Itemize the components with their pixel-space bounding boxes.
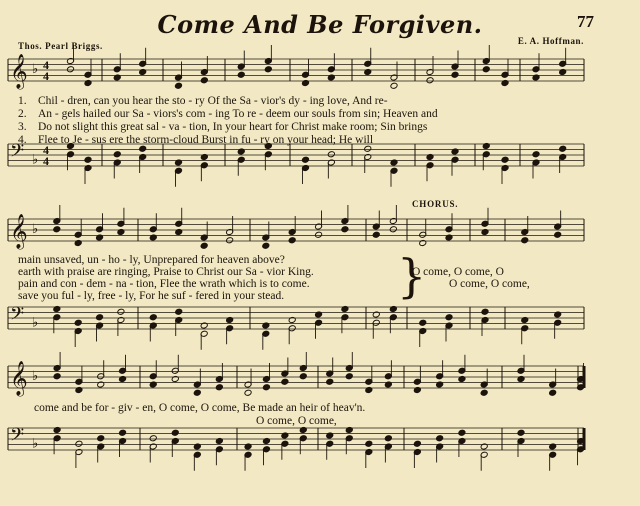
note-head [149,381,157,388]
note-head [262,322,270,329]
note-head [327,74,335,81]
note-head [53,373,61,380]
note-head [315,311,323,318]
note-head [262,384,270,391]
note-head [549,443,557,450]
time-signature-top: 4 [43,58,49,72]
note-head [175,308,183,315]
verse-text: Do not slight this great sal - va - tion, In your heart for Christ make room; Sin brings [38,121,428,133]
note-head [215,438,223,445]
verse-text: An - gels hailed our Sa - viors's com - ing To re - deem our souls from sin; Heaven and [38,108,438,120]
note-head [226,237,234,244]
note-head [327,151,335,158]
lyricist-credit: Thos. Pearl Briggs. [18,41,103,51]
note-head [237,148,245,155]
note-head [84,156,92,163]
verse-2-line [18,108,438,121]
note-head [458,376,466,383]
note-head [117,229,125,236]
note-head [436,381,444,388]
note-head [200,242,208,249]
note-head [365,440,373,447]
note-head [458,429,466,436]
note-head [390,82,398,89]
note-head [139,69,147,76]
note-head [436,435,444,442]
note-head [372,231,380,238]
note-head [302,80,310,87]
note-head [53,226,61,233]
note-head [96,234,104,241]
verse-text: Chil - dren, can you hear the sto - ry Of the Sa - vior's dy - ing love, And re- [38,95,388,107]
note-head [281,432,289,439]
note-head [554,231,562,238]
flat-sign: ♭ [32,222,39,237]
verse-4-line [18,134,373,147]
note-head [326,378,334,385]
note-head [517,376,525,383]
note-head [171,429,179,436]
composer-credit: E. A. Hoffman. [517,36,584,46]
time-signature-bottom: 4 [43,69,49,83]
verse-number: 1. [18,95,27,107]
chorus-echo-line: O come, O come, [256,415,337,427]
chorus-line-2: O come, O come, [449,278,530,290]
chorus-label: CHORUS. [412,199,459,209]
note-head [119,376,127,383]
note-head [237,71,245,78]
flat-sign: ♭ [32,369,39,384]
note-head [149,314,157,321]
note-head [175,229,183,236]
note-head [119,429,127,436]
note-head [226,317,234,324]
note-head [480,389,488,396]
flat-sign: ♭ [32,436,39,452]
note-head [149,234,157,241]
note-head [445,314,453,321]
verse-number: 3. [18,121,27,133]
note-head [97,435,105,442]
note-head [299,373,307,380]
note-head [481,229,489,236]
note-head [244,389,252,396]
note-head [74,240,82,247]
note-head [451,148,459,155]
verse-text: Flee to Je - sus ere the storm-cloud Burst in fu - ry on your head; He will [38,134,374,146]
verse-brace: } [397,249,427,303]
note-head [451,71,459,78]
note-head [281,378,289,385]
note-head [559,69,567,76]
note-head [426,77,434,84]
note-head [532,151,540,158]
note-head [288,317,296,324]
note-head [517,429,525,436]
hymn-title: Come And Be Forgiven. [157,10,483,39]
bass-clef: 𝄢 [10,141,25,166]
note-head [175,159,183,166]
note-head [288,237,296,244]
note-head [390,159,398,166]
chorus-main-line: come and be for - giv - en, O come, O come, Be made an heir of heav'n. [34,402,366,414]
verse-2-continuation: earth with praise are ringing, Praise to Christ our Sa - vior King. [18,266,314,278]
note-head [521,237,529,244]
note-head [302,156,310,163]
verse-number: 2. [18,108,27,120]
note-head [326,432,334,439]
note-head [200,322,208,329]
note-head [501,156,509,163]
note-head [75,387,83,394]
note-head [419,319,427,326]
note-head [215,384,223,391]
note-head [372,311,380,318]
note-head [84,80,92,87]
note-head [501,80,509,87]
note-head [481,308,489,315]
verse-1-continuation: main unsaved, un - ho - ly, Unprepared for heaven above? [18,254,285,266]
bass-clef: 𝄢 [10,425,25,450]
flat-sign: ♭ [32,152,39,168]
note-head [74,319,82,326]
note-head [559,145,567,152]
note-head [149,435,157,442]
note-head [549,389,557,396]
note-head [264,66,272,73]
page-number: 77 [577,12,594,31]
note-head [413,387,421,394]
note-head [389,226,397,233]
note-head [482,66,490,73]
note-head [175,82,183,89]
note-head [53,427,61,434]
note-head [482,143,490,150]
note-head [113,151,121,158]
treble-clef: 𝄞 [10,214,28,249]
note-head [193,443,201,450]
note-head [262,242,270,249]
note-head [554,311,562,318]
note-head [389,306,397,313]
verse-3-line [18,121,427,134]
note-head [97,381,105,388]
note-head [341,226,349,233]
note-head [384,381,392,388]
note-head [244,443,252,450]
note-head [341,306,349,313]
note-head [480,443,488,450]
note-head [521,317,529,324]
note-head [426,154,434,161]
note-head [445,234,453,241]
note-head [345,373,353,380]
note-head [96,314,104,321]
note-head [262,438,270,445]
chorus-line-1: O come, O come, O [412,266,504,278]
flat-sign: ♭ [32,315,39,331]
verse-1-line [18,95,388,108]
note-head [532,74,540,81]
verse-number: 4. [18,134,27,146]
note-head [200,154,208,161]
note-head [200,77,208,84]
note-head [193,389,201,396]
note-head [419,240,427,247]
verse-4-continuation: save you ful - ly, free - ly, For he suf - fered in your stead. [18,290,285,302]
note-head [171,376,179,383]
flat-sign: ♭ [32,62,39,77]
note-head [315,231,323,238]
note-head [365,387,373,394]
note-head [364,69,372,76]
note-head [345,427,353,434]
note-head [113,74,121,81]
time-signature-bottom: 4 [43,154,49,168]
note-head [67,66,75,73]
bass-clef: 𝄢 [10,304,25,329]
note-head [53,306,61,313]
note-head [413,440,421,447]
note-head [117,308,125,315]
note-head [75,440,83,447]
note-head [384,435,392,442]
treble-clef: 𝄞 [10,54,28,89]
treble-clef: 𝄞 [10,361,28,396]
time-signature-top: 4 [43,143,49,157]
verse-3-continuation: pain and con - dem - na - tion, Flee the wrath which is to come. [18,278,310,290]
